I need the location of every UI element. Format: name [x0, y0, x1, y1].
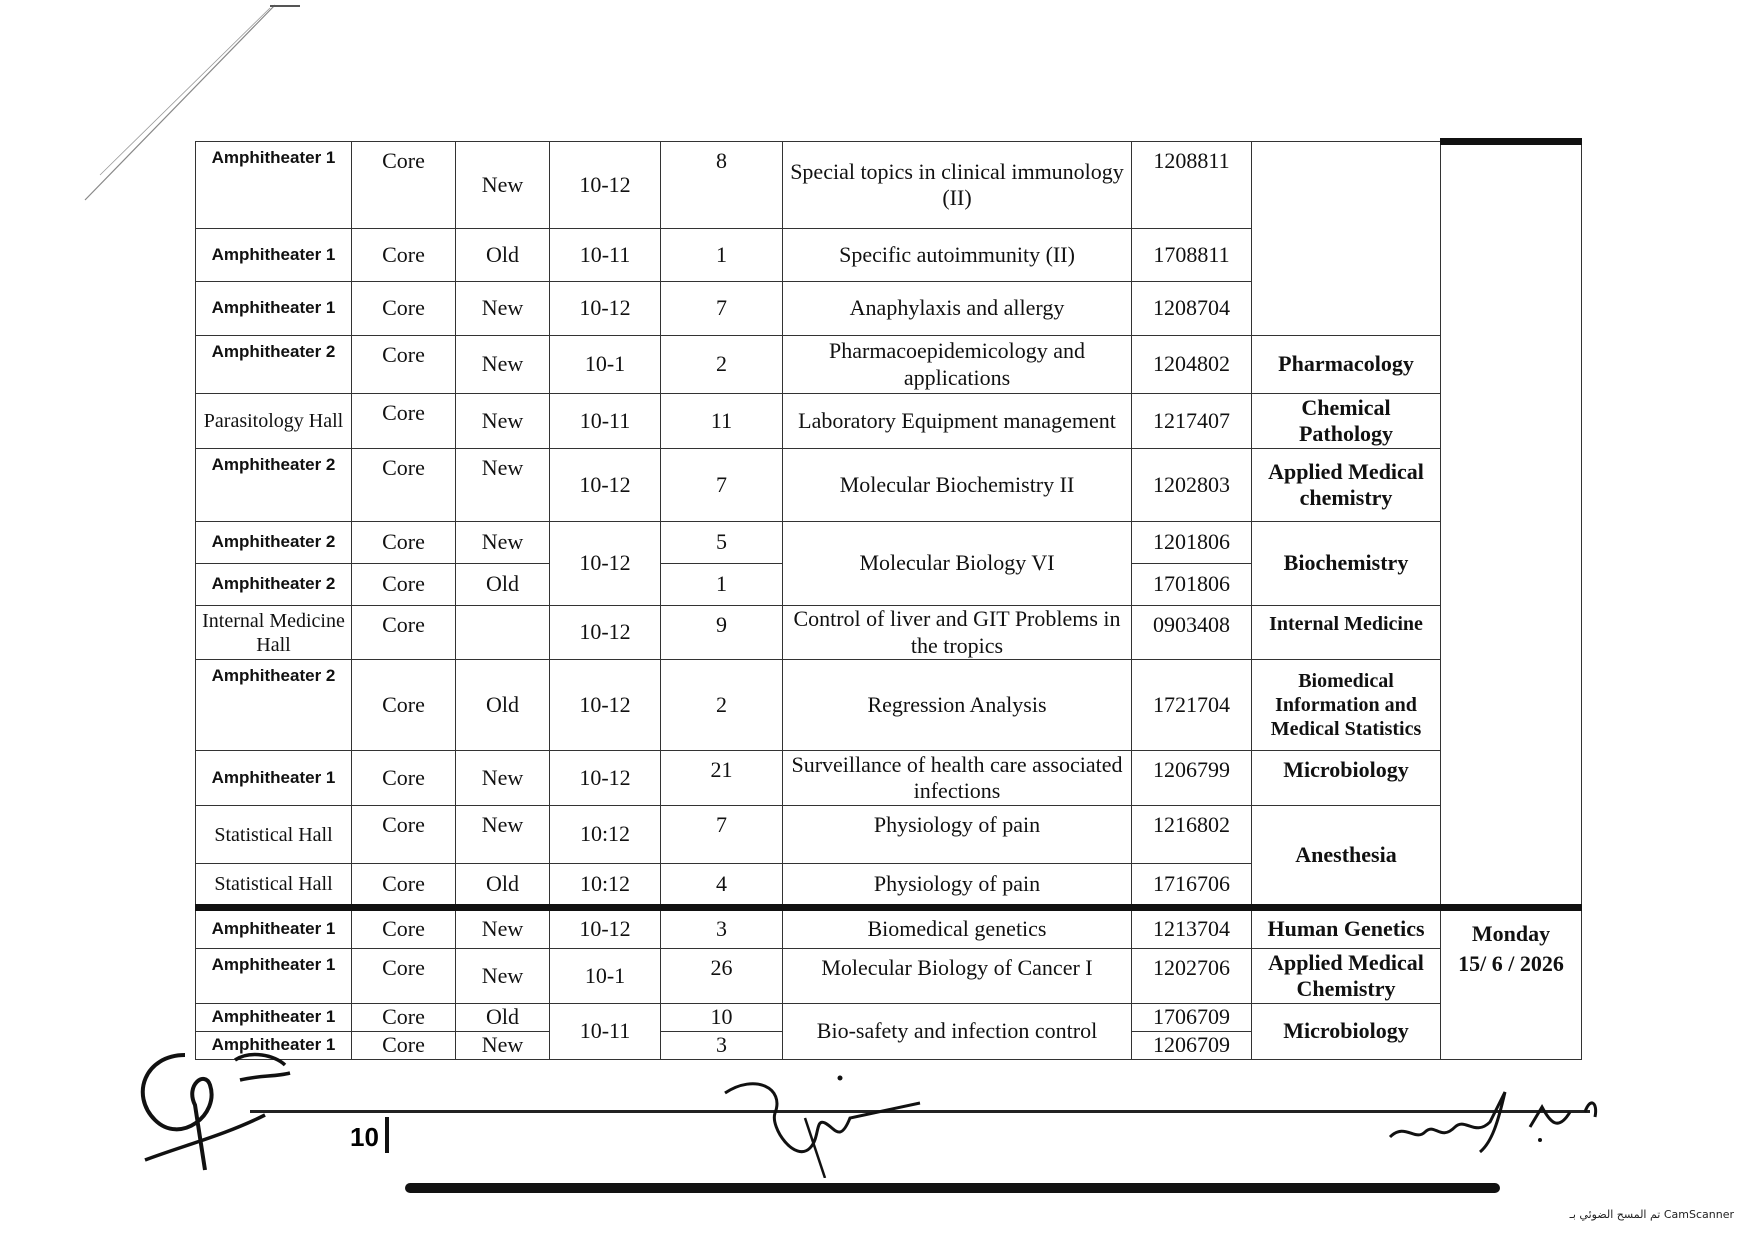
hall-cell: Parasitology Hall	[196, 394, 352, 449]
course-type-cell: Core	[352, 229, 456, 282]
hall-cell: Statistical Hall	[196, 806, 352, 864]
time-cell: 10:12	[550, 864, 661, 908]
department-cell-empty	[1252, 142, 1441, 336]
table-row	[196, 908, 1582, 949]
hall-cell: Amphitheater 2	[196, 449, 352, 522]
hall-cell: Amphitheater 1	[196, 142, 352, 229]
hall-cell: Statistical Hall	[196, 864, 352, 908]
count-cell: 7	[661, 282, 783, 336]
time-cell: 10-12	[550, 522, 661, 606]
course-name-cell: Regression Analysis	[783, 660, 1132, 751]
course-code-cell: 1217407	[1132, 394, 1252, 449]
status-cell: Old	[456, 864, 550, 908]
hall-cell: Amphitheater 1	[196, 949, 352, 1004]
hall-cell: Amphitheater 1	[196, 1004, 352, 1032]
course-type-cell: Core	[352, 864, 456, 908]
course-type-cell: Core	[352, 142, 456, 229]
count-cell: 5	[661, 522, 783, 564]
count-cell: 8	[661, 142, 783, 229]
course-name-cell: Molecular Biology of Cancer I	[783, 949, 1132, 1004]
count-cell: 7	[661, 449, 783, 522]
course-type-cell: Core	[352, 660, 456, 751]
status-cell: New	[456, 908, 550, 949]
day-date: 15/ 6 / 2026	[1458, 951, 1564, 977]
table-row	[196, 1004, 1582, 1032]
table-row	[196, 336, 1582, 394]
count-cell: 4	[661, 864, 783, 908]
course-name-cell: Pharmacoepidemicology and applications	[783, 336, 1132, 394]
course-code-cell: 1708811	[1132, 229, 1252, 282]
course-code-cell: 1716706	[1132, 864, 1252, 908]
course-name-cell: Physiology of pain	[783, 806, 1132, 864]
status-cell: New	[456, 394, 550, 449]
status-cell: New	[456, 449, 550, 522]
status-cell: New	[456, 751, 550, 806]
table-row	[196, 142, 1582, 229]
scan-bottom-band	[405, 1183, 1500, 1193]
status-cell	[456, 606, 550, 660]
time-cell: 10-12	[550, 606, 661, 660]
course-type-cell: Core	[352, 282, 456, 336]
day-name: Monday	[1471, 921, 1551, 946]
course-code-cell: 1201806	[1132, 522, 1252, 564]
table-row	[196, 449, 1582, 522]
status-cell: Old	[456, 229, 550, 282]
hall-cell: Amphitheater 2	[196, 660, 352, 751]
course-code-cell: 1208704	[1132, 282, 1252, 336]
day-cell	[1441, 908, 1582, 1060]
hall-cell: Amphitheater 1	[196, 1032, 352, 1060]
table-row	[196, 394, 1582, 449]
signature-center	[715, 1068, 945, 1178]
hall-cell: Amphitheater 2	[196, 336, 352, 394]
course-name-cell: Bio-safety and infection control	[783, 1004, 1132, 1060]
count-cell: 1	[661, 229, 783, 282]
table-row	[196, 949, 1582, 1004]
course-type-cell: Core	[352, 949, 456, 1004]
course-name-cell: Specific autoimmunity (II)	[783, 229, 1132, 282]
course-code-cell: 1206799	[1132, 751, 1252, 806]
course-type-cell: Core	[352, 449, 456, 522]
table-row	[196, 660, 1582, 751]
course-code-cell: 0903408	[1132, 606, 1252, 660]
status-cell: New	[456, 142, 550, 229]
count-cell: 26	[661, 949, 783, 1004]
hall-cell: Amphitheater 1	[196, 908, 352, 949]
course-code-cell: 1706709	[1132, 1004, 1252, 1032]
course-name-cell: Molecular Biochemistry II	[783, 449, 1132, 522]
count-cell: 3	[661, 908, 783, 949]
department-cell: Chemical Pathology	[1252, 394, 1441, 449]
time-cell: 10-12	[550, 449, 661, 522]
time-cell: 10-12	[550, 660, 661, 751]
course-code-cell: 1202706	[1132, 949, 1252, 1004]
hall-cell: Amphitheater 1	[196, 751, 352, 806]
course-name-cell: Molecular Biology VI	[783, 522, 1132, 606]
table-row	[196, 806, 1582, 864]
count-cell: 11	[661, 394, 783, 449]
count-cell: 2	[661, 660, 783, 751]
table-row	[196, 606, 1582, 660]
course-code-cell: 1204802	[1132, 336, 1252, 394]
course-type-cell: Core	[352, 751, 456, 806]
department-cell: Microbiology	[1252, 751, 1441, 806]
status-cell: New	[456, 1032, 550, 1060]
course-name-cell: Surveillance of health care associated infections	[783, 751, 1132, 806]
course-code-cell: 1202803	[1132, 449, 1252, 522]
count-cell: 7	[661, 806, 783, 864]
status-cell: New	[456, 522, 550, 564]
department-cell: Applied Medical chemistry	[1252, 449, 1441, 522]
department-cell: Anesthesia	[1252, 806, 1441, 908]
course-name-cell: Anaphylaxis and allergy	[783, 282, 1132, 336]
time-cell: 10-11	[550, 394, 661, 449]
status-cell: Old	[456, 564, 550, 606]
course-type-cell: Core	[352, 522, 456, 564]
time-cell: 10-11	[550, 229, 661, 282]
table-row	[196, 522, 1582, 564]
count-cell: 9	[661, 606, 783, 660]
course-name-cell: Control of liver and GIT Problems in the tropics	[783, 606, 1132, 660]
time-cell: 10-12	[550, 142, 661, 229]
hall-cell: Amphitheater 2	[196, 564, 352, 606]
signature-left	[125, 1045, 315, 1175]
course-code-cell: 1701806	[1132, 564, 1252, 606]
time-cell: 10-12	[550, 282, 661, 336]
time-cell: 10-1	[550, 336, 661, 394]
course-type-cell: Core	[352, 1032, 456, 1060]
scanner-watermark: تم المسح الضوئي بـ CamScanner	[1569, 1208, 1734, 1221]
course-code-cell: 1213704	[1132, 908, 1252, 949]
day-cell-empty	[1441, 142, 1582, 908]
course-name-cell: Special topics in clinical immunology (II)	[783, 142, 1132, 229]
course-type-cell: Core	[352, 806, 456, 864]
department-cell: Biochemistry	[1252, 522, 1441, 606]
status-cell: Old	[456, 1004, 550, 1032]
time-cell: 10:12	[550, 806, 661, 864]
page-number: 10	[350, 1122, 379, 1152]
time-cell: 10-12	[550, 751, 661, 806]
signature-right	[1380, 1082, 1610, 1162]
course-type-cell: Core	[352, 1004, 456, 1032]
course-code-cell: 1208811	[1132, 142, 1252, 229]
time-cell: 10-1	[550, 949, 661, 1004]
department-cell: Microbiology	[1252, 1004, 1441, 1060]
status-cell: New	[456, 282, 550, 336]
count-cell: 1	[661, 564, 783, 606]
course-code-cell: 1721704	[1132, 660, 1252, 751]
time-cell: 10-12	[550, 908, 661, 949]
course-name-cell: Biomedical genetics	[783, 908, 1132, 949]
status-cell: New	[456, 949, 550, 1004]
time-cell: 10-11	[550, 1004, 661, 1060]
course-name-cell: Physiology of pain	[783, 864, 1132, 908]
course-type-cell: Core	[352, 564, 456, 606]
department-cell: Human Genetics	[1252, 908, 1441, 949]
count-cell: 3	[661, 1032, 783, 1060]
course-name-cell: Laboratory Equipment management	[783, 394, 1132, 449]
course-type-cell: Core	[352, 908, 456, 949]
course-type-cell: Core	[352, 394, 456, 449]
department-cell: Pharmacology	[1252, 336, 1441, 394]
department-cell: Internal Medicine	[1252, 606, 1441, 660]
course-code-cell: 1216802	[1132, 806, 1252, 864]
count-cell: 2	[661, 336, 783, 394]
department-cell: Applied Medical Chemistry	[1252, 949, 1441, 1004]
hall-cell: Amphitheater 1	[196, 229, 352, 282]
course-code-cell: 1206709	[1132, 1032, 1252, 1060]
hall-cell: Amphitheater 2	[196, 522, 352, 564]
hall-cell: Amphitheater 1	[196, 282, 352, 336]
exam-schedule-table	[195, 138, 1582, 1060]
page-number-divider	[385, 1117, 389, 1153]
status-cell: New	[456, 336, 550, 394]
count-cell: 21	[661, 751, 783, 806]
course-type-cell: Core	[352, 606, 456, 660]
course-type-cell: Core	[352, 336, 456, 394]
count-cell: 10	[661, 1004, 783, 1032]
table-row	[196, 751, 1582, 806]
status-cell: Old	[456, 660, 550, 751]
status-cell: New	[456, 806, 550, 864]
department-cell: Biomedical Information and Medical Statistics	[1252, 660, 1441, 751]
hall-cell: Internal Medicine Hall	[196, 606, 352, 660]
